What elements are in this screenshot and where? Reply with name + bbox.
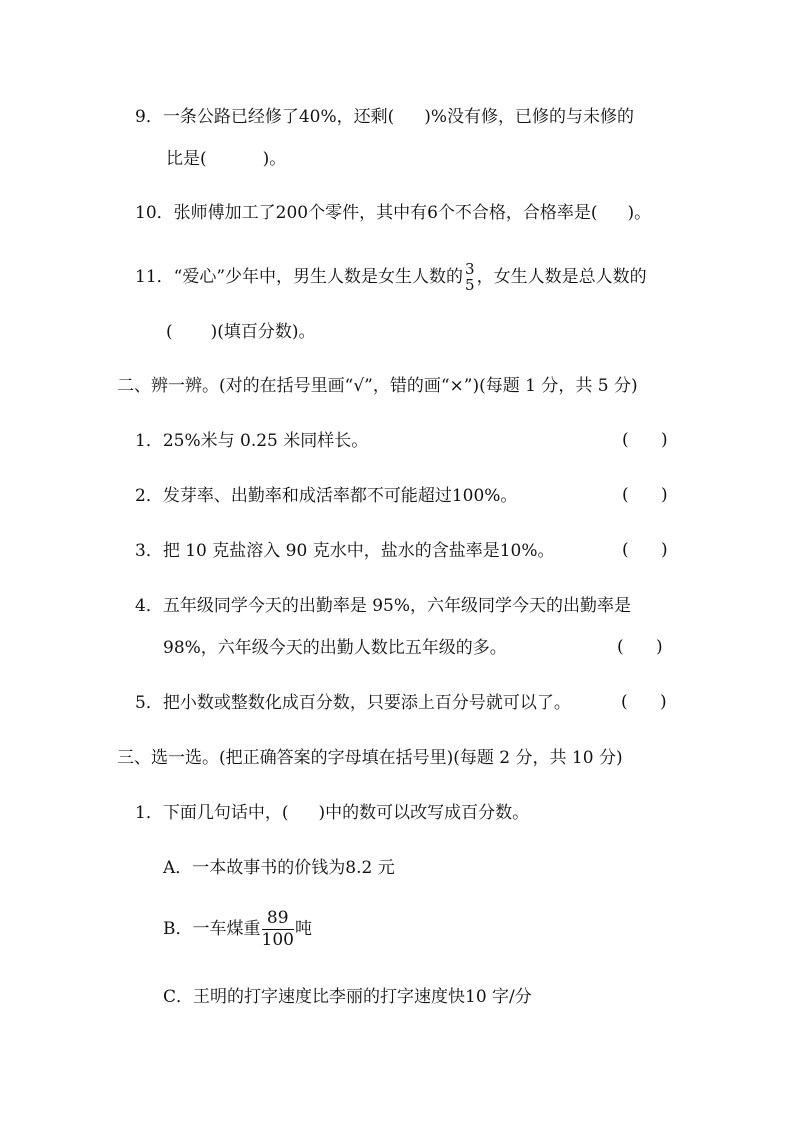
q11-frac-num: 3 bbox=[465, 260, 475, 278]
q9-line2-a: 比是( bbox=[166, 149, 207, 169]
q9-line2-b: )。 bbox=[262, 149, 287, 169]
q10-number: 10． bbox=[135, 203, 174, 223]
q10-text-a: 张师傅加工了200个零件，其中有6个不合格，合格率是( bbox=[173, 203, 598, 223]
s2-item-1-answer[interactable]: ( ) bbox=[622, 430, 668, 450]
s3-q1-option-b-pre: B．一车煤重 bbox=[163, 919, 261, 939]
s3-q1-text-b: )中的数可以改写成百分数。 bbox=[318, 803, 530, 823]
s3-q1-number: 1． bbox=[135, 803, 163, 823]
q9-text-a: 一条公路已经修了40%，还剩( bbox=[162, 107, 395, 127]
q9-text-b: )%没有修，已修的与未修的 bbox=[424, 107, 635, 127]
q10-line bbox=[135, 202, 651, 224]
section3-heading: 三、选一选。(把正确答案的字母填在括号里)(每题 2 分，共 10 分) bbox=[117, 748, 623, 768]
s3-q1-option-b-num: 89 bbox=[262, 910, 294, 930]
q9-line2 bbox=[166, 148, 286, 170]
q9-line1 bbox=[135, 106, 634, 128]
q11-text-a: “爱心”少年中，男生人数是女生人数的 bbox=[173, 267, 464, 287]
s3-q1-option-a: A．一本故事书的价钱为8.2 元 bbox=[163, 858, 395, 878]
s2-item-3-answer[interactable]: ( ) bbox=[622, 540, 668, 560]
q9-number: 9． bbox=[135, 107, 163, 127]
s3-q1-option-c: C．王明的打字速度比李丽的打字速度快10 字/分 bbox=[163, 987, 532, 1007]
s2-item-1 bbox=[135, 430, 368, 452]
s3-q1 bbox=[135, 802, 529, 824]
s2-item-2-number: 2． bbox=[135, 486, 163, 506]
s2-item-4 bbox=[135, 595, 631, 617]
s2-item-1-number: 1． bbox=[135, 431, 163, 451]
q11-line2-b: )(填百分数)。 bbox=[210, 322, 316, 342]
s2-item-5 bbox=[135, 692, 571, 714]
s2-item-5-text: 把小数或整数化成百分数，只要添上百分号就可以了。 bbox=[162, 693, 571, 713]
s2-item-3-number: 3． bbox=[135, 541, 163, 561]
q11-frac-den: 5 bbox=[465, 276, 475, 294]
s3-q1-option-b-den: 100 bbox=[261, 930, 294, 950]
q11-fraction bbox=[464, 262, 476, 293]
s2-item-4-answer[interactable]: ( ) bbox=[617, 637, 663, 657]
q11-line2 bbox=[166, 321, 316, 343]
s2-item-4-number: 4． bbox=[135, 596, 163, 616]
s2-item-2 bbox=[135, 485, 517, 507]
s2-item-2-answer[interactable]: ( ) bbox=[622, 485, 668, 505]
q11-text-b: ，女生人数是总人数的 bbox=[476, 267, 647, 287]
s2-item-5-answer[interactable]: ( ) bbox=[621, 692, 667, 712]
s2-item-5-number: 5． bbox=[135, 693, 163, 713]
q11-line2-a: ( bbox=[166, 322, 173, 342]
s2-item-3-text: 把 10 克盐溶入 90 克水中，盐水的含盐率是10%。 bbox=[162, 541, 555, 561]
q10-text-b: )。 bbox=[627, 203, 652, 223]
s2-item-4-line2: 98%，六年级今天的出勤人数比五年级的多。 bbox=[163, 638, 507, 658]
s2-item-1-text: 25%米与 0.25 米同样长。 bbox=[162, 431, 369, 451]
s3-q1-option-b-post: 吨 bbox=[294, 919, 312, 939]
section2-heading: 二、辨一辨。(对的在括号里画“√”，错的画“×”)(每题 1 分，共 5 分) bbox=[117, 376, 638, 396]
q11-number: 11． bbox=[135, 267, 174, 287]
s3-q1-option-b-fraction bbox=[262, 910, 294, 949]
s3-q1-option-b bbox=[163, 906, 312, 952]
s2-item-3 bbox=[135, 540, 555, 562]
q11-line1 bbox=[135, 262, 647, 293]
s2-item-2-text: 发芽率、出勤率和成活率都不可能超过100%。 bbox=[162, 486, 518, 506]
s3-q1-text-a: 下面几句话中，( bbox=[162, 803, 289, 823]
s2-item-4-text: 五年级同学今天的出勤率是 95%，六年级同学今天的出勤率是 bbox=[162, 596, 632, 616]
